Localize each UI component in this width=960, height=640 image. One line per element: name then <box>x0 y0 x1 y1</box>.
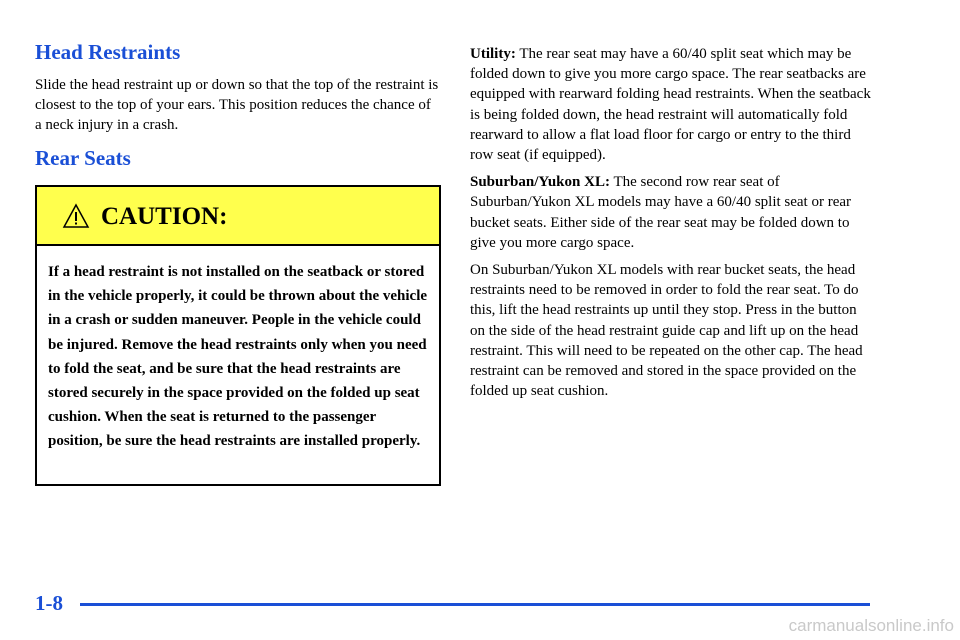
heading-rear-seats: Rear Seats <box>35 146 131 170</box>
utility-text: The rear seat may have a 60/40 split seat which may be folded down to give you more cargo space. The rear seatbacks are equipped with rearward folding head restraints. When the seatback is being folded down, the head restraint will automatically fold rearward to allow a flat load floor for cargo or entry to the third row seat (if equipped). <box>470 46 871 164</box>
caution-box <box>35 185 441 486</box>
head-restraints-paragraph: Slide the head restraint up or down so that the top of the restraint is closest to the top of your ears. This position reduces the chance of a neck injury in a crash. <box>35 77 439 134</box>
heading-head-restraints: Head Restraints <box>35 40 181 64</box>
caution-title: CAUTION: <box>101 203 228 230</box>
suburban-lead: Suburban/Yukon XL: <box>470 174 610 191</box>
utility-lead: Utility: <box>470 46 516 62</box>
suburban-paragraph <box>470 172 875 253</box>
page-number: 1-8 <box>35 591 63 615</box>
left-column <box>35 38 441 170</box>
right-column <box>470 44 875 408</box>
footer-rule <box>80 603 870 606</box>
warning-triangle-icon <box>62 203 90 229</box>
caution-text: If a head restraint is not installed on the seatback or stored in the vehicle properly, it could be thrown about the vehicle in a crash or sudden maneuver. People in the vehicle could be injured. Remove the head restraints only when you need to fold the seat, and be sure that the head restraints are stored securely in the space provided on the folded up seat cushion. When the seat is returned to the passenger position, be sure the head restraints are installed properly. <box>48 264 428 450</box>
bucket-seats-paragraph: On Suburban/Yukon XL models with rear bucket seats, the head restraints need to be removed in order to fold the rear seat. To do this, lift the head restraints up until they stop. Press in the button on the side of the head restraint guide cap and lift up on the head restraint. This will need to be repeated on the other cap. The head restraint can be removed and stored in the space provided on the folded up seat cushion. <box>470 262 863 400</box>
caution-header <box>37 187 439 246</box>
watermark-logo: carmanualsonline.info <box>788 616 954 635</box>
suburban-text: The second row rear seat of Suburban/Yukon XL models may have a 60/40 split seat or rear bucket seats. Either side of the rear seat may be folded down to give you more cargo space. <box>470 174 852 251</box>
utility-paragraph <box>470 44 875 165</box>
